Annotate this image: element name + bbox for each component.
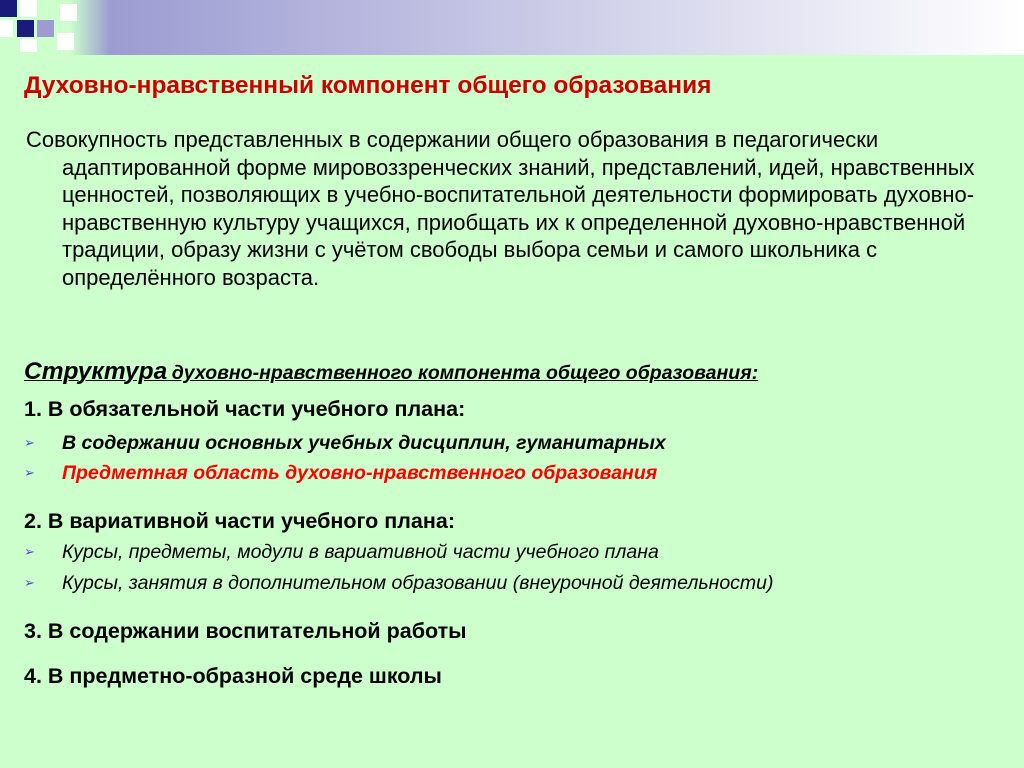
deco-square-icon <box>17 20 34 37</box>
deco-square-icon <box>37 20 54 37</box>
list-item-text: Предметная область духовно-нравственного образования <box>62 462 658 484</box>
list-item-text: В содержании основных учебных дисциплин, гуманитарных <box>62 432 666 454</box>
arrow-bullet-icon: ➢ <box>24 544 35 559</box>
arrow-bullet-icon: ➢ <box>24 465 35 480</box>
intro-paragraph: Совокупность представленных в содержании общего образования в педагогически адаптированной форме мировоззренческих знаний, представлений, идей, нравственных ценностей, позволяющих в учебно-воспитательной деятельности формировать духовно-нравственную культуру учащихся, приобщать их к определенной духовно-нравственной традиции, образу жизни с учётом свободы выбора семьи и самого школьника с определённого возраста. <box>26 127 975 290</box>
structure-word: Структура <box>24 358 168 385</box>
deco-square-icon <box>20 39 37 52</box>
section-heading: 2. В вариативной части учебного плана: <box>24 509 455 533</box>
deco-square-icon <box>0 0 17 17</box>
deco-square-icon <box>0 20 13 37</box>
section-heading: 3. В содержании воспитательной работы <box>24 619 467 643</box>
structure-rest: духовно-нравственного компонента общего образования: <box>171 362 759 384</box>
slide-title: Духовно-нравственный компонент общего образования <box>24 72 712 99</box>
header-gradient-bar <box>0 0 1024 55</box>
section-heading: 1. В обязательной части учебного плана: <box>24 397 466 421</box>
deco-square-icon <box>57 33 74 50</box>
deco-square-icon <box>20 0 37 17</box>
arrow-bullet-icon: ➢ <box>24 575 35 590</box>
list-item-text: Курсы, предметы, модули в вариативной части учебного плана <box>62 541 659 563</box>
arrow-bullet-icon: ➢ <box>24 435 35 450</box>
list-item-text: Курсы, занятия в дополнительном образовании (внеурочной деятельности) <box>62 572 774 594</box>
structure-heading <box>24 358 758 386</box>
deco-square-icon <box>60 4 77 21</box>
section-heading: 4. В предметно-образной среде школы <box>24 664 442 688</box>
